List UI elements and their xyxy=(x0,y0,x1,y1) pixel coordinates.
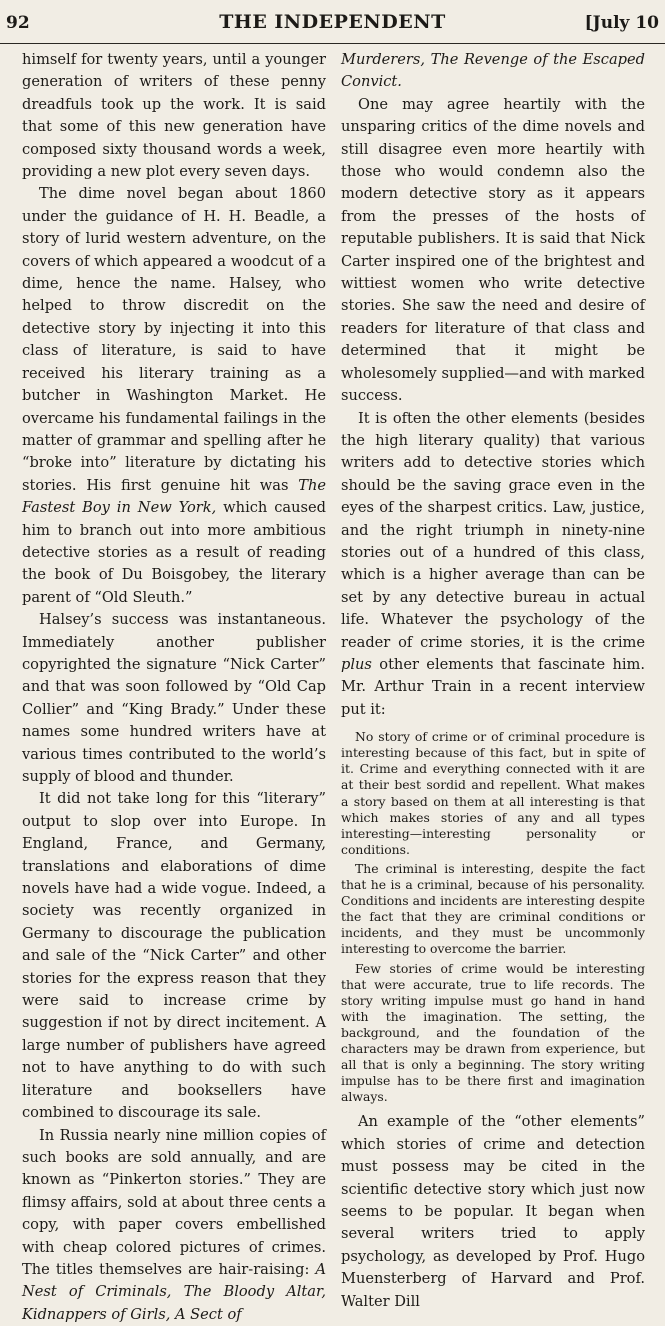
paragraph: Halsey’s success was instantaneous. Immediately another publisher copyrighted the signature “Nick Carter” and that was soon followed by “Old Cap Collier” and “King Brady.” Under these names some hundred writers have at various times contributed to the world’s supply of blood and thunder. xyxy=(22,609,326,788)
journal-title: THE INDEPENDENT xyxy=(0,11,665,33)
paragraph: The dime novel began about 1860 under the guidance of H. H. Beadle, a story of lurid western adventure, on the covers of which appeared a woodcut of a dime, hence the name. Halsey, who helped to throw discredit on the detective story by injecting it into this class of literature, is said to have received his literary training as a butcher in Washington Market. He overcame his fundamental failings in the matter of grammar and spelling after he “broke into” literature by dictating his stories. His first genuine hit was The Fastest Boy in New York, which caused him to branch out into more ambitious detective stories as a result of reading the book of Du Boisgobey, the literary parent of “Old Sleuth.” xyxy=(22,183,326,609)
paragraph: An example of the “other elements” which stories of crime and detection must possess may be cited in the scientific detective story which just now seems to be popular. It began when several writers tried to apply psychology, as developed by Prof. Hugo Muensterberg of Harvard and Prof. Walter Dill xyxy=(341,1111,645,1313)
book-title: The Fastest Boy in New York, xyxy=(22,477,326,516)
paragraph: In Russia nearly nine million copies of such books are sold annually, and are known as “Pinkerton stories.” They are flimsy affairs, sold at about three cents a copy, with paper covers embellished with cheap colored pictures of crimes. The titles themselves are hair-raising: A Nest of Criminals, The Bloody Altar, Kidnappers of Girls, A Sect of xyxy=(22,1125,326,1326)
emphasis: plus xyxy=(341,656,372,673)
quote-paragraph: Few stories of crime would be interesting that were accurate, true to life records. The story writing impulse must go hand in hand with the imagination. The setting, the background, and the foundation of the characters may be drawn from experience, but all that is only a beginning. The story writing impulse has to be there first and imagination always. xyxy=(341,961,645,1106)
quote-paragraph: No story of crime or of criminal procedure is interesting because of this fact, but in spite of it. Crime and everything connected with it are at their best sordid and repellent. What makes a story based on them at all interesting is that which makes stories of any and all types interesting—interesting personality or conditions. xyxy=(341,729,645,858)
paragraph: It is often the other elements (besides the high literary quality) that various writers add to detective stories which should be the saving grace even in the eyes of the sharpest critics. Law, justice, and the right triumph in ninety-nine stories out of a hundred of this class, which is a higher average than can be set by any detective bureau in actual life. Whatever the psychology of the reader of crime stories, it is the crime plus other elements that fascinate him. Mr. Arthur Train in a recent interview put it: xyxy=(341,408,645,722)
page-header xyxy=(0,0,665,44)
paragraph: It did not take long for this “literary” output to slop over into Europe. In England, France, and Germany, translations and elaborations of dime novels have had a wide vogue. Indeed, a society was recently organized in Germany to discourage the publication and sale of the “Nick Carter” and other stories for the express reason that they were said to increase crime by suggestion if not by direct incitement. A large number of publishers have agreed not to have anything to do with such literature and booksellers have combined to discourage its sale. xyxy=(22,788,326,1124)
book-titles-continued: Murderers, The Revenge of the Escaped Convict. xyxy=(341,49,645,94)
book-titles: A Nest of Criminals, The Bloody Altar, Kidnappers of Girls, A Sect of xyxy=(22,1261,326,1323)
block-quote xyxy=(341,729,645,1105)
page-number: 92 xyxy=(6,13,30,33)
left-column xyxy=(22,49,326,1326)
issue-date: [July 10 xyxy=(585,13,659,33)
right-column xyxy=(341,49,645,1313)
quote-paragraph: The criminal is interesting, despite the fact that he is a criminal, because of his personality. Conditions and incidents are interesting despite the fact that they are criminal conditions or incidents, and they must be uncommonly interesting to overcome the barrier. xyxy=(341,861,645,958)
paragraph: One may agree heartily with the unsparing critics of the dime novels and still disagree even more heartily with those who would condemn also the modern detective story as it appears from the presses of the hosts of reputable publishers. It is said that Nick Carter inspired one of the brightest and wittiest women who write detective stories. She saw the need and desire of readers for literature of that class and determined that it might be wholesomely supplied—and with marked success. xyxy=(341,94,645,408)
paragraph: himself for twenty years, until a younger generation of writers of these penny dreadfuls took up the work. It is said that some of this new generation have composed sixty thousand words a week, providing a new plot every seven days. xyxy=(22,49,326,183)
